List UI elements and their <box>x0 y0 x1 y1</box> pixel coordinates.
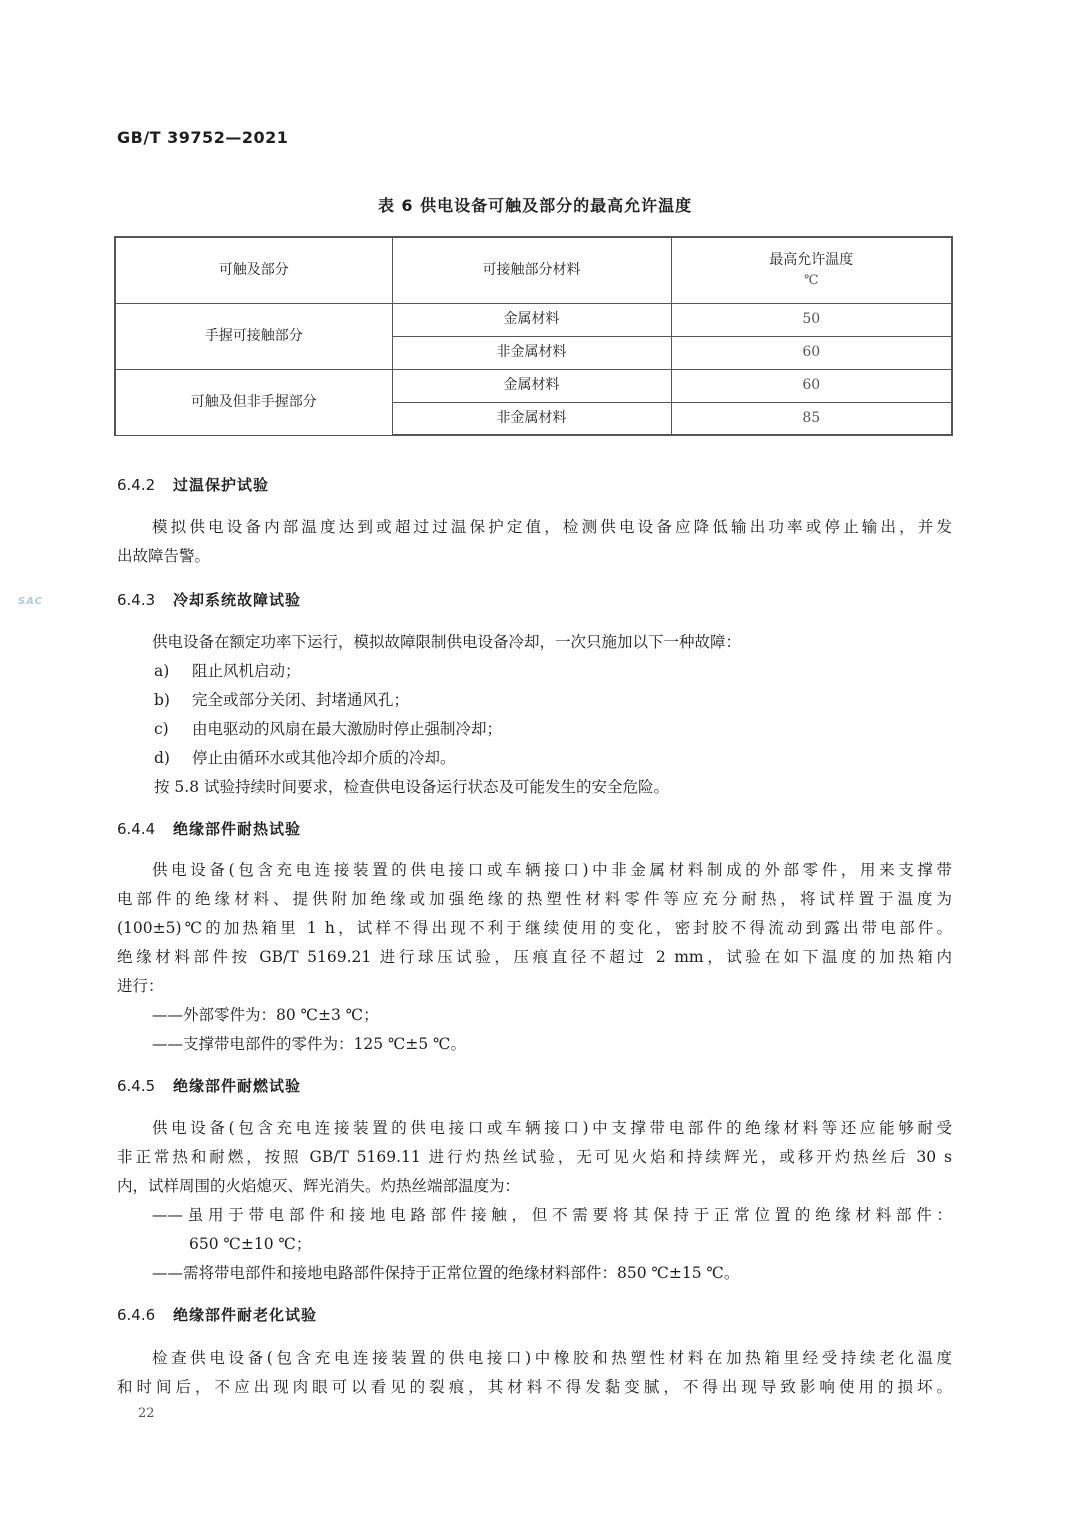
temp-cell: 60 <box>671 336 952 369</box>
material-cell: 金属材料 <box>392 303 671 336</box>
part-cell: 手握可接触部分 <box>115 303 392 369</box>
section-heading-6-4-6 <box>117 1304 317 1325</box>
header-temp-unit: ℃ <box>803 273 819 288</box>
page-number: 22 <box>138 1406 155 1421</box>
paragraph-line: 模拟供电设备内部温度达到或超过过温保护定值，检测供电设备应降低输出功率或停止输出，并发 <box>152 518 952 536</box>
paragraph-line: 供电设备在额定功率下运行，模拟故障限制供电设备冷却，一次只施加以下一种故障： <box>152 633 742 651</box>
standard-number: GB/T 39752—2021 <box>117 128 289 147</box>
section-title: 绝缘部件耐热试验 <box>173 820 302 838</box>
material-cell: 金属材料 <box>392 369 671 402</box>
dash-item: ——外部零件为：80 ℃±3 ℃； <box>152 1006 379 1024</box>
paragraph-line: 内，试样周围的火焰熄灭、辉光消失。灼热丝端部温度为： <box>117 1177 521 1195</box>
table-caption: 表 6 供电设备可触及部分的最高允许温度 <box>377 196 693 215</box>
list-item <box>154 746 456 768</box>
dash-item: ——虽用于带电部件和接地电路部件接触，但不需要将其保持于正常位置的绝缘材料部件： <box>152 1206 952 1224</box>
table-row <box>115 369 952 402</box>
list-item-label: a) <box>154 662 170 680</box>
section-number: 6.4.4 <box>117 820 156 838</box>
section-title: 冷却系统故障试验 <box>173 591 302 609</box>
section-title: 绝缘部件耐燃试验 <box>173 1077 302 1095</box>
paragraph-line: 出故障告警。 <box>117 547 211 565</box>
dash-item: ——需将带电部件和接地电路部件保持于正常位置的绝缘材料部件：850 ℃±15 ℃。 <box>152 1264 740 1282</box>
section-number: 6.4.5 <box>117 1077 156 1095</box>
table-header-row <box>115 237 952 303</box>
temp-cell: 50 <box>671 303 952 336</box>
list-item-text: 由电驱动的风扇在最大激励时停止强制冷却； <box>192 720 503 738</box>
sac-watermark-logo: SAC <box>18 596 43 607</box>
section-number: 6.4.6 <box>117 1306 156 1324</box>
material-cell: 非金属材料 <box>392 402 671 435</box>
section-title: 过温保护试验 <box>173 476 270 494</box>
paragraph-line: 按 5.8 试验持续时间要求，检查供电设备运行状态及可能发生的安全危险。 <box>154 778 670 796</box>
section-heading-6-4-2 <box>117 474 269 495</box>
paragraph-line: 绝缘材料部件按 GB/T 5169.21 进行球压试验，压痕直径不超过 2 mm，试验在如下温度的加热箱内 <box>117 948 952 966</box>
table-row <box>115 303 952 336</box>
paragraph-line: 进行： <box>117 977 164 995</box>
paragraph-line: 和时间后，不应出现肉眼可以看见的裂痕，其材料不得发黏变腻，不得出现导致影响使用的损坏。 <box>117 1378 952 1396</box>
list-item <box>154 659 301 681</box>
header-cell-temp <box>671 237 952 303</box>
paragraph-line: (100±5)℃的加热箱里 1 h，试样不得出现不利于继续使用的变化，密封胶不得流动到露出带电部件。 <box>117 919 952 937</box>
paragraph-line: 电部件的绝缘材料、提供附加绝缘或加强绝缘的热塑性材料零件等应充分耐热，将试样置于温度为 <box>117 890 952 908</box>
paragraph-line: 供电设备(包含充电连接装置的供电接口或车辆接口)中支撑带电部件的绝缘材料等还应能够耐受 <box>152 1119 952 1137</box>
dash-item: ——支撑带电部件的零件为：125 ℃±5 ℃。 <box>152 1035 466 1053</box>
part-cell: 可触及但非手握部分 <box>115 369 392 435</box>
temperature-table <box>114 236 953 436</box>
paragraph-line: 非正常热和耐燃，按照 GB/T 5169.11 进行灼热丝试验，无可见火焰和持续辉光，或移开灼热丝后 30 s <box>117 1148 952 1166</box>
section-title: 绝缘部件耐老化试验 <box>173 1306 318 1324</box>
paragraph-line: 供电设备(包含充电连接装置的供电接口或车辆接口)中非金属材料制成的外部零件，用来支撑带 <box>152 861 952 879</box>
section-heading-6-4-5 <box>117 1075 301 1096</box>
header-cell-material: 可接触部分材料 <box>392 237 671 303</box>
section-heading-6-4-3 <box>117 589 301 610</box>
list-item-text: 阻止风机启动； <box>192 662 301 680</box>
list-item <box>154 717 502 739</box>
list-item-text: 完全或部分关闭、封堵通风孔； <box>192 691 410 709</box>
temp-cell: 85 <box>671 402 952 435</box>
list-item-label: c) <box>154 720 169 738</box>
section-number: 6.4.3 <box>117 591 156 609</box>
list-item-text: 停止由循环水或其他冷却介质的冷却。 <box>192 749 456 767</box>
paragraph-line: 检查供电设备(包含充电连接装置的供电接口)中橡胶和热塑性材料在加热箱里经受持续老化温度 <box>152 1349 952 1367</box>
material-cell: 非金属材料 <box>392 336 671 369</box>
dash-item-continuation: 650 ℃±10 ℃； <box>189 1235 312 1253</box>
list-item-label: b) <box>154 691 170 709</box>
list-item-label: d) <box>154 749 170 767</box>
temp-cell: 60 <box>671 369 952 402</box>
header-temp-label: 最高允许温度 <box>769 252 854 268</box>
section-heading-6-4-4 <box>117 818 301 839</box>
list-item <box>154 688 409 710</box>
header-cell-part: 可触及部分 <box>115 237 392 303</box>
section-number: 6.4.2 <box>117 476 156 494</box>
